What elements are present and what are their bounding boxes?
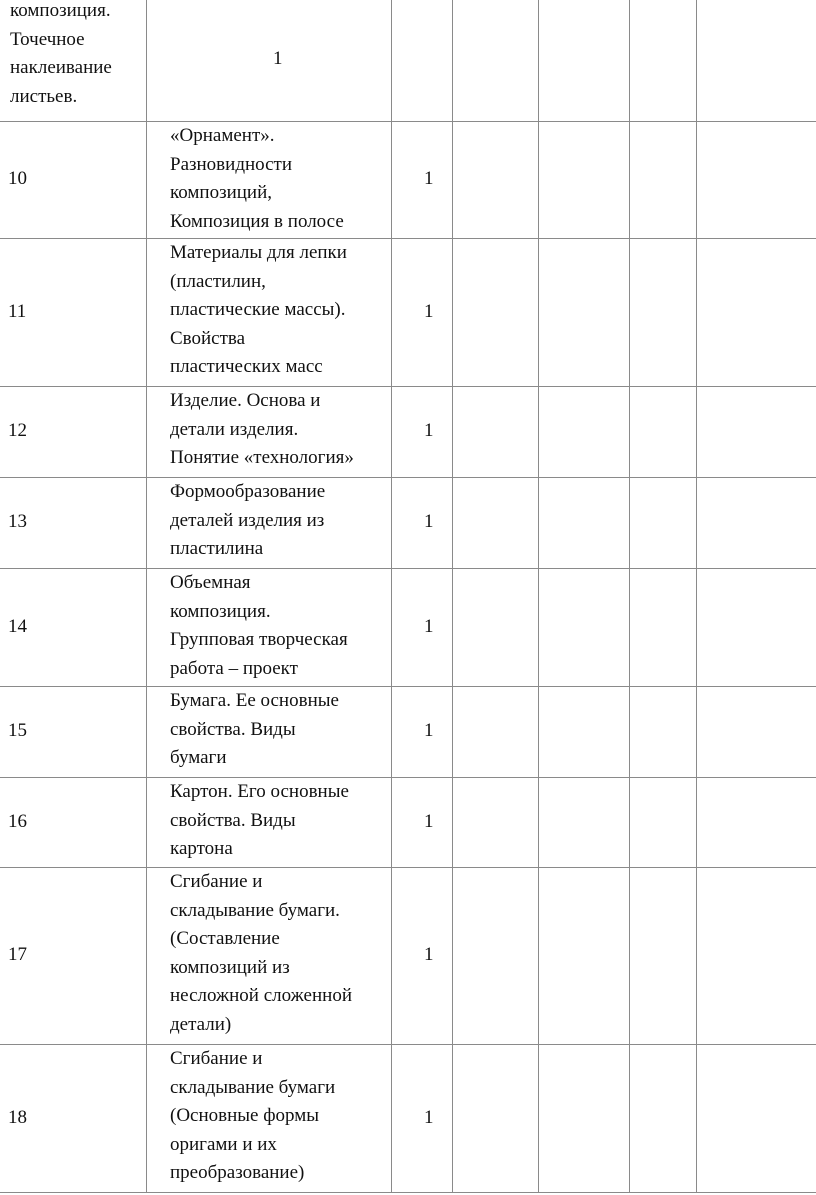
column-border [629,238,630,386]
topic-line: Формообразование [170,481,326,502]
column-border [452,686,453,777]
hours-value: 1 [424,810,434,832]
column-border [391,1044,392,1192]
hours-value: 1 [424,1106,434,1128]
topic-line: композиций, [170,182,273,203]
column-border [146,1044,147,1192]
hours-value: 1 [424,720,434,742]
lesson-number: 10 [8,168,27,190]
topic-line: преобразование) [170,1162,305,1183]
row-border [0,867,816,868]
column-border [146,777,147,867]
topic-line: Изделие. Основа и [170,390,321,411]
top-row-column-border [452,0,453,121]
column-border [538,867,539,1044]
topic-line: Свойства [170,327,246,349]
row-border [0,238,816,239]
column-border [629,867,630,1044]
column-border [146,238,147,386]
topic-line: пластические массы). [170,299,346,320]
column-border [391,867,392,1044]
column-border [696,1044,697,1192]
hours-value: 1 [424,420,434,442]
column-border [391,568,392,686]
column-border [629,777,630,867]
column-border [146,867,147,1044]
column-border [696,386,697,477]
hours-value: 1 [424,944,434,966]
column-border [696,777,697,867]
top-row-column-border [538,0,539,121]
column-border [538,386,539,477]
column-border [391,477,392,568]
topic-line: Картон. Его основные [170,781,349,802]
hours-value: 1 [424,615,434,637]
lesson-number: 18 [8,1106,27,1128]
column-border [538,1044,539,1192]
top-row-topic-line: композиция. [10,0,111,21]
topic-line: детали изделия. [170,418,299,440]
column-border [538,777,539,867]
column-border [452,121,453,238]
column-border [538,121,539,238]
row-border [0,777,816,778]
column-border [696,686,697,777]
column-border [146,386,147,477]
column-border [391,686,392,777]
topic-line: свойства. Виды [170,809,296,831]
column-border [538,686,539,777]
column-border [452,386,453,477]
column-border [696,568,697,686]
column-border [538,477,539,568]
column-border [629,121,630,238]
topic-line: Групповая творческая [170,629,348,650]
column-border [452,777,453,867]
column-border [629,386,630,477]
top-row-topic-line: листьев. [10,85,78,107]
column-border [391,386,392,477]
topic-line: композиций из [170,956,290,978]
column-border [452,238,453,386]
column-border [696,867,697,1044]
column-border [629,477,630,568]
lesson-number: 17 [8,944,27,966]
column-border [391,238,392,386]
hours-value: 1 [424,300,434,322]
column-border [391,777,392,867]
column-border [146,477,147,568]
topic-line: работа – проект [170,657,298,679]
column-border [452,568,453,686]
topic-line: пластилина [170,538,264,559]
row-border [0,477,816,478]
topic-line: «Орнамент». [170,125,275,146]
column-border [146,686,147,777]
topic-line: деталей изделия из [170,509,325,531]
column-border [629,568,630,686]
column-border [146,568,147,686]
row-border [0,686,816,687]
column-border [629,1044,630,1192]
lesson-number: 16 [8,810,27,832]
lesson-number: 14 [8,615,27,637]
topic-line: Композиция в полосе [170,210,344,232]
column-border [452,867,453,1044]
topic-line: свойства. Виды [170,718,296,740]
column-border [146,121,147,238]
topic-line: картона [170,838,233,859]
topic-line: Бумага. Ее основные [170,690,339,711]
top-row-column-border [391,0,392,121]
column-border [452,477,453,568]
column-border [538,238,539,386]
row-border [0,1044,816,1045]
topic-line: Сгибание и [170,1048,263,1069]
topic-line: Сгибание и [170,871,263,892]
top-row-column-border [146,0,147,121]
column-border [538,568,539,686]
lesson-number: 11 [8,300,27,322]
column-border [696,477,697,568]
column-border [696,121,697,238]
row-border [0,386,816,387]
topic-line: Понятие «технология» [170,447,354,468]
topic-line: Объемная [170,572,251,593]
topic-line: пластических масс [170,356,323,377]
topic-line: складывание бумаги. [170,899,340,921]
top-row-column-border [696,0,697,121]
row-border [0,1192,816,1193]
topic-line: складывание бумаги [170,1076,336,1098]
top-row-topic-line: Точечное [10,28,85,50]
topic-line: оригами и их [170,1133,277,1155]
topic-line: (Составление [170,928,280,949]
top-row-hours: 1 [273,48,283,69]
column-border [629,686,630,777]
topic-line: (пластилин, [170,270,266,292]
topic-line: бумаги [170,747,227,768]
top-row-topic-line: наклеивание [10,57,112,78]
lesson-number: 15 [8,720,27,742]
column-border [452,1044,453,1192]
topic-line: Разновидности [170,153,293,175]
hours-value: 1 [424,511,434,533]
topic-line: Материалы для лепки [170,242,347,263]
topic-line: несложной сложенной [170,985,352,1006]
column-border [696,238,697,386]
column-border [391,121,392,238]
top-row-column-border [629,0,630,121]
topic-line: (Основные формы [170,1105,320,1126]
topic-line: композиция. [170,600,271,622]
topic-line: детали) [170,1013,232,1035]
row-border [0,121,816,122]
lesson-number: 12 [8,420,27,442]
hours-value: 1 [424,168,434,190]
row-border [0,568,816,569]
lesson-number: 13 [8,511,27,533]
